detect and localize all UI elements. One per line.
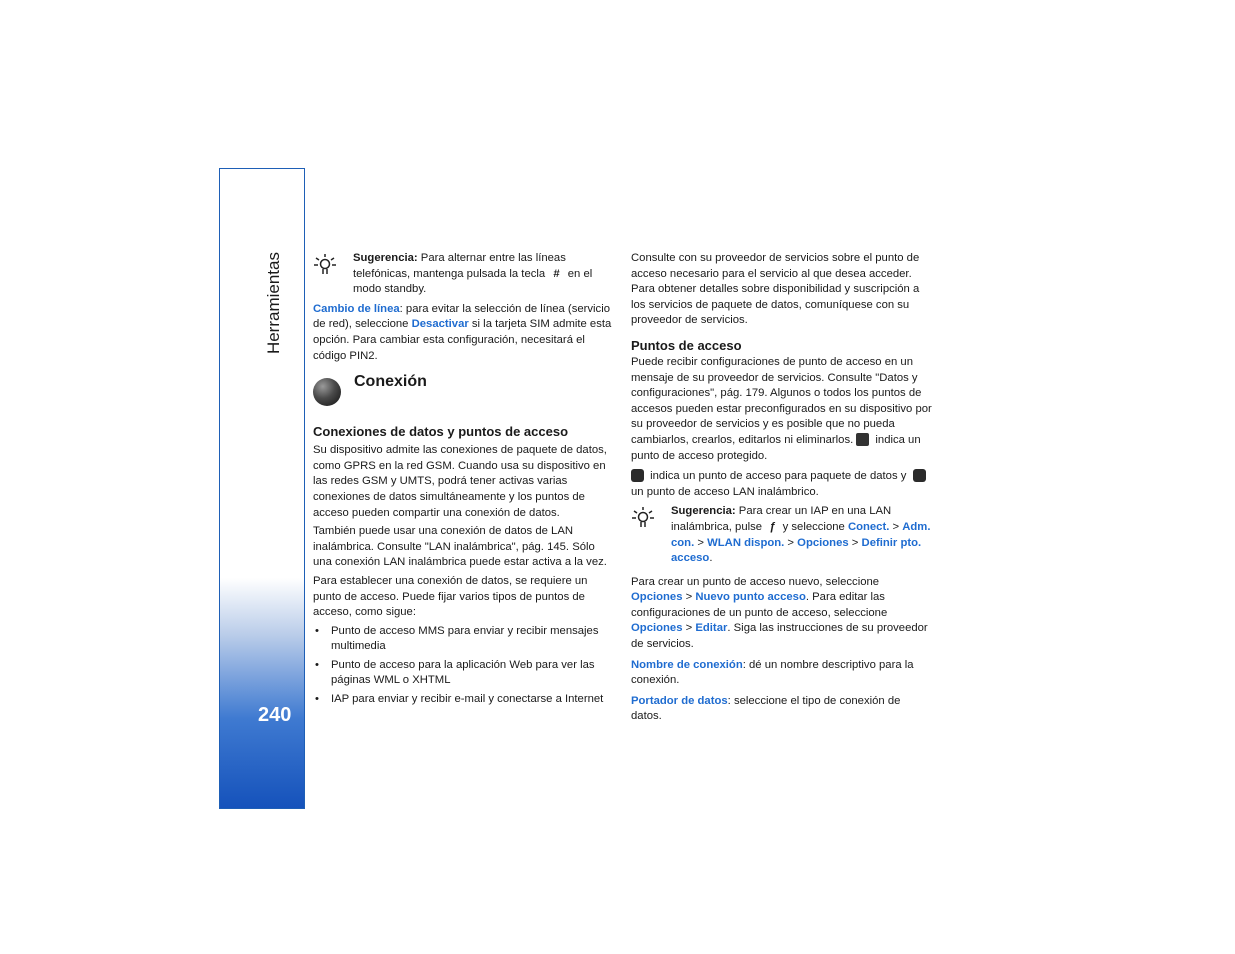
tip-label: Sugerencia: bbox=[671, 505, 736, 518]
connectivity-key-icon: ƒ bbox=[769, 520, 776, 533]
lightbulb-icon bbox=[313, 253, 337, 275]
protected-access-point-icon bbox=[856, 433, 869, 446]
link-portador-de-datos[interactable]: Portador de datos bbox=[631, 694, 728, 707]
subheading-data-connections: Conexiones de datos y puntos de acceso bbox=[313, 424, 569, 440]
hash-key-icon: # bbox=[553, 267, 560, 280]
paragraph-text: . Para editar las configuraciones de un punto de acceso, seleccione bbox=[631, 591, 888, 619]
link-wlan-dispon[interactable]: WLAN dispon. bbox=[707, 536, 785, 549]
section-label: Herramientas bbox=[264, 252, 283, 355]
paragraph-text: indica un punto de acceso protegido. bbox=[631, 433, 921, 462]
link-nuevo-punto-acceso[interactable]: Nuevo punto acceso bbox=[695, 591, 806, 604]
tip-text: Para alternar entre las líneas telefónicas, mantenga pulsada la tecla bbox=[353, 252, 566, 280]
link-opciones[interactable]: Opciones bbox=[631, 591, 683, 604]
paragraph-text: . Siga las instrucciones de su proveedor de servicios. bbox=[631, 622, 928, 651]
connection-name-paragraph bbox=[631, 658, 933, 689]
separator: > bbox=[694, 536, 708, 549]
heading-row bbox=[313, 374, 615, 422]
paragraph: Su dispositivo admite las conexiones de paquete de datos, como GPRS en la red GSM. Cuando usa su dispositivo en las redes GSM y UMTS, podrá tener activas varias conexiones de datos simultáneamente y los puntos de acceso pueden compartir una conexión de datos. bbox=[313, 444, 607, 519]
link-editar[interactable]: Editar bbox=[695, 622, 728, 635]
page-heading: Conexión bbox=[354, 373, 427, 391]
icons-paragraph bbox=[631, 469, 933, 500]
access-point-types-list bbox=[313, 624, 615, 708]
tip-label: Sugerencia: bbox=[353, 252, 418, 264]
left-column bbox=[313, 251, 615, 711]
paragraph: Consulte con su proveedor de servicios sobre el punto de acceso necesario para el servicio al que desea acceder. Para obtener detalles sobre disponibilidad y suscripción a los servicios de paquete de datos, comuníquese con su proveedor de servicios. bbox=[631, 252, 920, 327]
subheading-access-points: Puntos de acceso bbox=[631, 337, 742, 353]
paragraph-text: un punto de acceso LAN inalámbrico. bbox=[631, 485, 819, 498]
wlan-icon bbox=[913, 469, 926, 482]
list-item: • Punto de acceso para la aplicación Web para ver las páginas WML o XHTML bbox=[313, 658, 615, 689]
paragraph-text: : dé un nombre descriptivo para la conexión. bbox=[631, 658, 914, 687]
separator: > bbox=[889, 520, 903, 533]
lightbulb-icon bbox=[631, 506, 655, 528]
link-opciones[interactable]: Opciones bbox=[631, 622, 683, 635]
tip-line-switch bbox=[313, 251, 615, 298]
link-nombre-de-conexion[interactable]: Nombre de conexión bbox=[631, 658, 743, 671]
access-points-paragraph bbox=[631, 355, 933, 464]
paragraph-text: Puede recibir configuraciones de punto de acceso en un mensaje de su proveedor de servicios. Consulte "Datos y configuraciones", pág. 179. Algunos o todos los puntos de accesos pueden estar preconfigurados en su dispositivo por su proveedor de servicios y es posible que no pueda cambiarlos, crearlos, editarlos ni eliminarlos. bbox=[631, 355, 932, 446]
packet-data-icon bbox=[631, 469, 644, 482]
list-item: • Punto de acceso MMS para enviar y recibir mensajes multimedia bbox=[313, 624, 615, 655]
paragraph-text: indica un punto de acceso para paquete de datos y bbox=[647, 470, 910, 483]
link-definir-pto-acceso[interactable]: Definir pto. acceso bbox=[671, 536, 922, 565]
globe-icon bbox=[313, 378, 341, 406]
right-column bbox=[631, 251, 933, 728]
paragraph: Para establecer una conexión de datos, se requiere un punto de acceso. Puede fijar varios tipos de puntos de acceso, como sigue: bbox=[313, 574, 588, 619]
paragraph-text: Para crear un punto de acceso nuevo, seleccione bbox=[631, 575, 880, 588]
tip-text: y seleccione bbox=[779, 520, 848, 533]
separator: > bbox=[682, 591, 696, 604]
new-access-point-paragraph bbox=[631, 575, 933, 653]
list-item: • IAP para enviar y recibir e-mail y conectarse a Internet bbox=[313, 692, 615, 708]
link-conect[interactable]: Conect. bbox=[847, 520, 890, 533]
page-number: 240 bbox=[258, 704, 292, 726]
data-bearer-paragraph bbox=[631, 694, 933, 725]
period: . bbox=[709, 552, 713, 565]
link-cambio-de-linea[interactable]: Cambio de línea bbox=[313, 302, 400, 315]
tip-text-after: en el modo standby. bbox=[353, 267, 593, 296]
separator: > bbox=[784, 536, 798, 549]
separator: > bbox=[848, 536, 862, 549]
paragraph: También puede usar una conexión de datos de LAN inalámbrica. Consulte "LAN inalámbrica", pág. 145. Sólo una conexión LAN inalámbrica puede estar activa a la vez. bbox=[313, 525, 607, 569]
tip-create-iap bbox=[631, 504, 933, 566]
tip-text: Para crear un IAP en una LAN inalámbrica, pulse bbox=[671, 505, 892, 533]
paragraph-text: : seleccione el tipo de conexión de datos. bbox=[631, 694, 901, 723]
paragraph-text: si la tarjeta SIM admite esta opción. Para cambiar esta configuración, necesitará el código PIN2. bbox=[313, 318, 612, 362]
paragraph-text: : para evitar la selección de línea (servicio de red), seleccione bbox=[313, 302, 610, 331]
link-adm-con[interactable]: Adm. con. bbox=[671, 520, 931, 549]
line-change-paragraph bbox=[313, 302, 615, 364]
link-desactivar[interactable]: Desactivar bbox=[411, 318, 469, 331]
separator: > bbox=[682, 622, 696, 635]
link-opciones[interactable]: Opciones bbox=[797, 536, 849, 549]
